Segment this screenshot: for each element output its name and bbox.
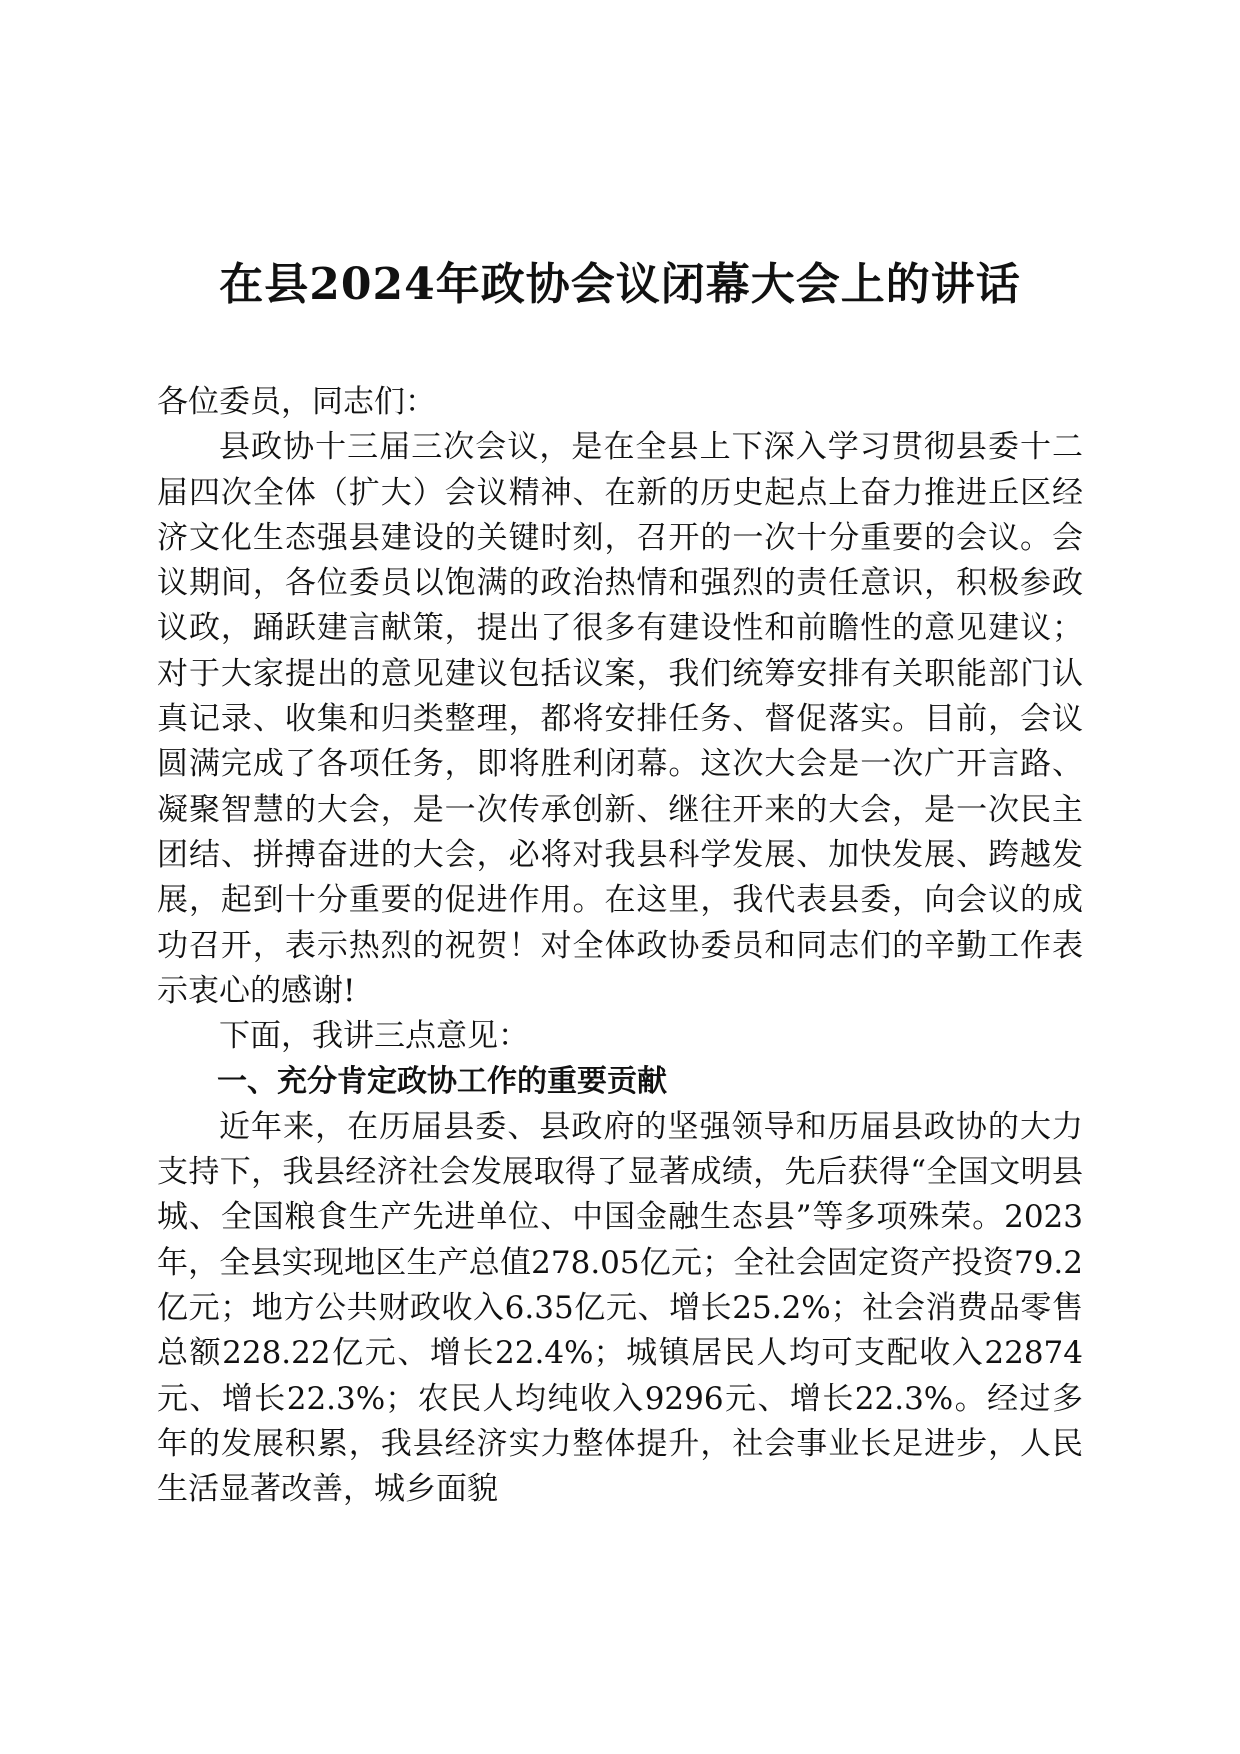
paragraph-section-one: 近年来，在历届县委、县政府的坚强领导和历届县政协的大力支持下，我县经济社会发展取得了显著成绩，先后获得“全国文明县城、全国粮食生产先进单位、中国金融生态县”等多项殊荣。2023年，全县实现地区生产总值278.05亿元；全社会固定资产投资79.2亿元；地方公共财政收入6.35亿元、增长25.2%；社会消费品零售总额228.22亿元、增长22.4%；城镇居民人均可支配收入22874元、增长22.3%；农民人均纯收入9296元、增长22.3%。经过多年的发展积累，我县经济实力整体提升，社会事业长足进步，人民生活显著改善，城乡面貌 (157, 1108, 1083, 1508)
paragraph-intro-points: 下面，我讲三点意见： (219, 1018, 529, 1055)
document-body (157, 380, 1083, 1512)
section-heading: 一、充分肯定政协工作的重要贡献 (217, 1064, 667, 1100)
paragraph-opening: 县政协十三届三次会议，是在全县上下深入学习贯彻县委十二届四次全体（扩大）会议精神、在新的历史起点上奋力推进丘区经济文化生态强县建设的关键时刻，召开的一次十分重要的会议。会议期间，各位委员以饱满的政治热情和强烈的责任意识，积极参政议政，踊跃建言献策，提出了很多有建设性和前瞻性的意见建议；对于大家提出的意见建议包括议案，我们统筹安排有关职能部门认真记录、收集和归类整理，都将安排任务、督促落实。目前，会议圆满完成了各项任务，即将胜利闭幕。这次大会是一次广开言路、凝聚智慧的大会，是一次传承创新、继往开来的大会，是一次民主团结、拼搏奋进的大会，必将对我县科学发展、加快发展、跨越发展，起到十分重要的促进作用。在这里，我代表县委，向会议的成功召开，表示热烈的祝贺！对全体政协委员和同志们的辛勤工作表示衷心的感谢! (157, 429, 1083, 1009)
document-title: 在县2024年政协会议闭幕大会上的讲话 (219, 259, 1021, 310)
salutation: 各位委员，同志们： (157, 384, 436, 420)
